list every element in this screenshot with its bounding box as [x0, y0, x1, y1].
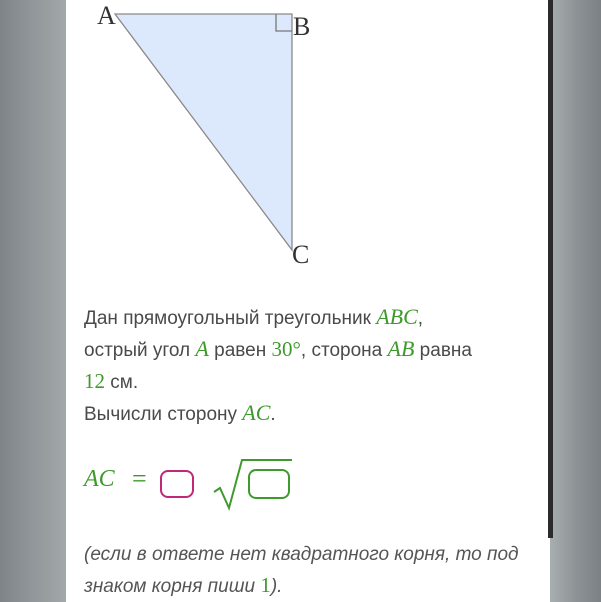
vertex-label-c: C — [292, 240, 310, 269]
equals-sign: = — [132, 464, 147, 493]
side-name: AB — [387, 336, 415, 361]
problem-line2-mid2: , сторона — [300, 340, 388, 361]
radicand-input[interactable] — [248, 469, 290, 499]
side-length-value: 12 — [84, 369, 105, 393]
coefficient-input[interactable] — [160, 470, 194, 498]
answer-hint — [84, 540, 554, 602]
side-length-unit: см. — [105, 372, 139, 393]
angle-value: 30° — [271, 337, 301, 361]
problem-line4-text: Вычисли сторону — [84, 404, 243, 425]
hint-text-end: ). — [270, 576, 283, 597]
answer-label: AC — [84, 466, 115, 492]
problem-line4-end: . — [270, 404, 276, 425]
problem-statement — [84, 302, 524, 430]
vertex-label-a: A — [97, 1, 116, 30]
vertex-label-b: B — [293, 12, 311, 41]
target-side-name: AC — [242, 400, 271, 425]
problem-line1-text: Дан прямоугольный треугольник — [84, 308, 377, 329]
problem-line1-end: , — [417, 308, 424, 329]
problem-line2-text: острый угол — [84, 340, 196, 361]
answer-row — [84, 458, 384, 514]
triangle-abc — [115, 14, 292, 250]
hint-text-start: (если в ответе нет квадратного корня, то под знаком корня пиши — [84, 544, 519, 597]
hint-value: 1 — [260, 573, 271, 597]
triangle-name: ABC — [376, 304, 418, 329]
triangle-figure — [0, 0, 601, 290]
problem-line2-end: равна — [414, 340, 472, 361]
angle-vertex: A — [195, 336, 209, 361]
problem-line2-mid: равен — [208, 340, 272, 361]
